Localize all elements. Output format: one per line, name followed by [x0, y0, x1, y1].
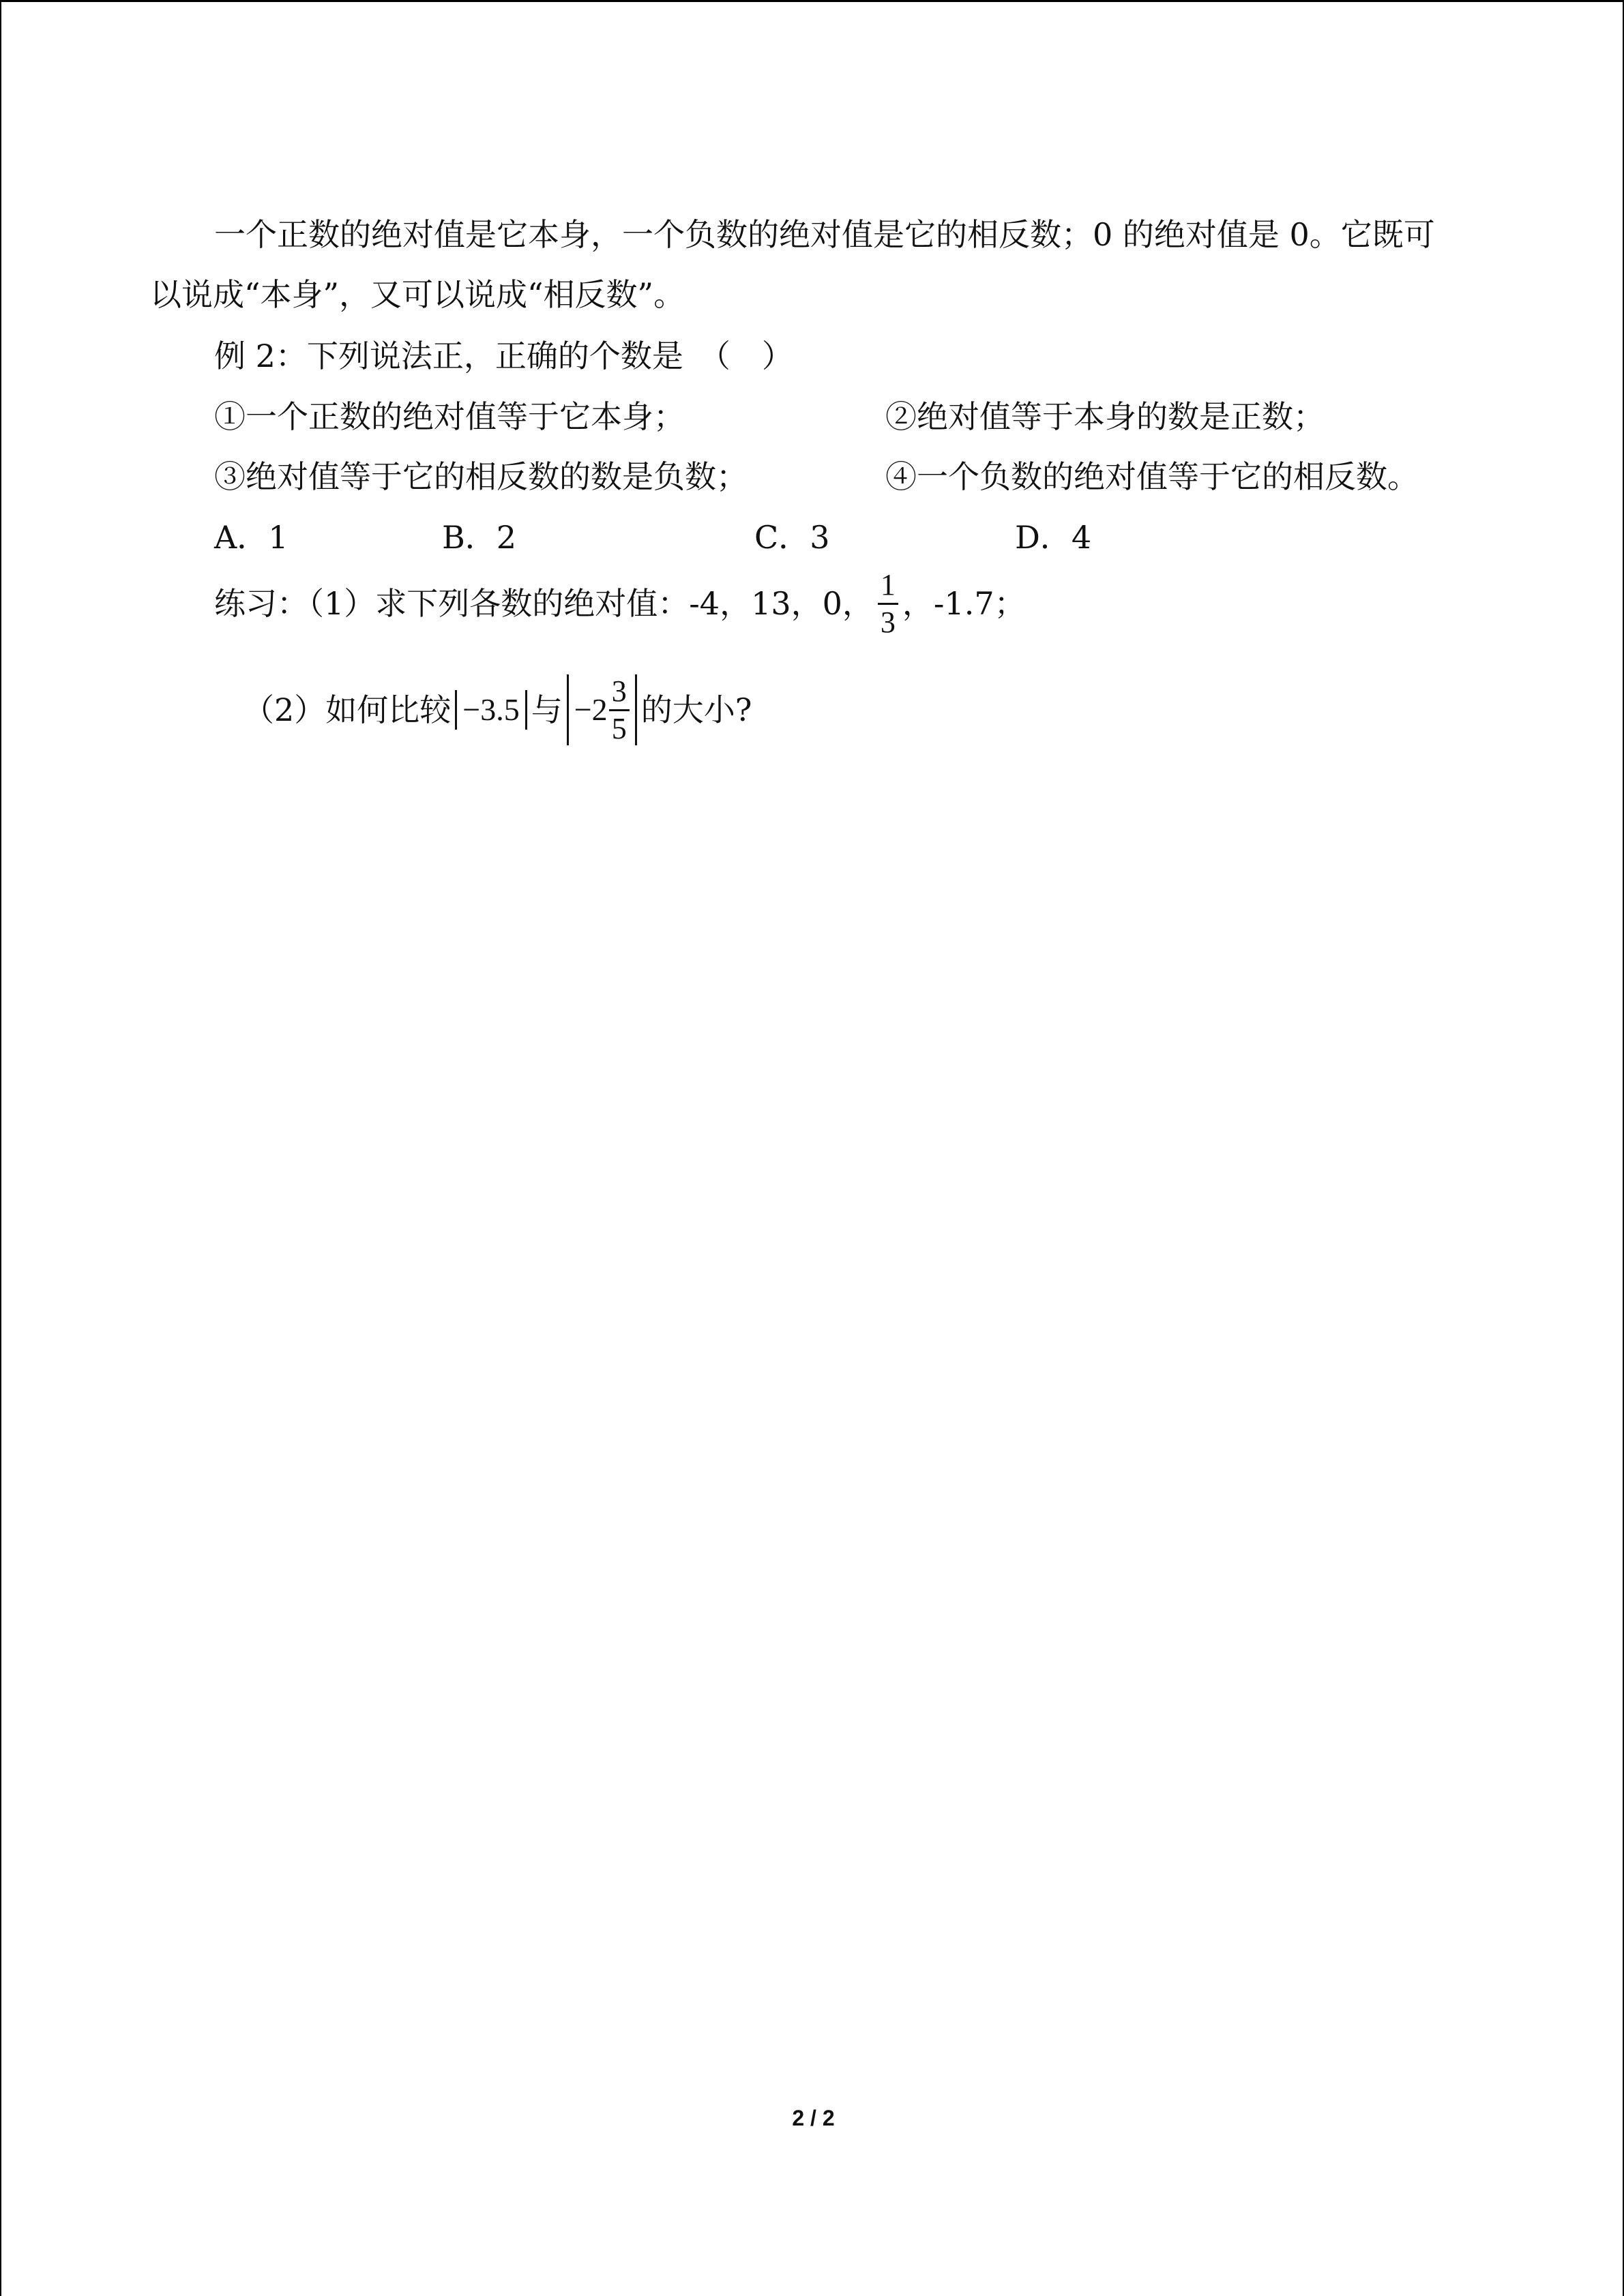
practice-part-1-suffix: ，-1.7；: [902, 585, 1026, 622]
practice-part-2-prefix: （2）如何比较: [243, 691, 452, 728]
fraction-one-third: [878, 567, 898, 639]
absolute-value-1-content: −3.5: [462, 692, 520, 727]
fraction-denominator: 3: [878, 603, 898, 638]
mixed-number-whole: −2: [574, 692, 608, 727]
practice-part-2: [243, 668, 752, 752]
example-2-question: 例 2：下列说法正，正确的个数是 （ ）: [214, 338, 793, 374]
fraction-numerator: 1: [880, 567, 896, 601]
statement-3: ③绝对值等于它的相反数的数是负数；: [214, 458, 748, 495]
option-a: A．1: [214, 519, 289, 556]
statement-1: ①一个正数的绝对值等于它本身；: [214, 398, 685, 435]
fraction-numerator: 3: [611, 674, 627, 708]
practice-part-1: [214, 563, 1026, 644]
paragraph-line-2: 以说成“本身”，又可以说成“相反数”。: [150, 276, 685, 313]
absolute-value-2: [567, 674, 637, 745]
practice-part-2-connector: 与: [531, 691, 563, 728]
absolute-value-1: [455, 690, 527, 730]
option-c: C．3: [754, 519, 830, 556]
fraction-three-fifths: [609, 676, 630, 744]
statement-2: ②绝对值等于本身的数是正数；: [885, 398, 1325, 435]
fraction-denominator: 5: [609, 709, 630, 744]
practice-part-1-prefix: 练习：（1）求下列各数的绝对值：-4，13，0，: [214, 585, 874, 622]
page-number: 2 / 2: [792, 2106, 835, 2130]
practice-part-2-suffix: 的大小?: [640, 691, 752, 728]
option-b: B．2: [442, 519, 517, 556]
statement-4: ④一个负数的绝对值等于它的相反数。: [885, 458, 1419, 495]
paragraph-line-1: 一个正数的绝对值是它本身，一个负数的绝对值是它的相反数；0 的绝对值是 0。它既可: [214, 216, 1435, 253]
option-d: D．4: [1015, 519, 1092, 556]
